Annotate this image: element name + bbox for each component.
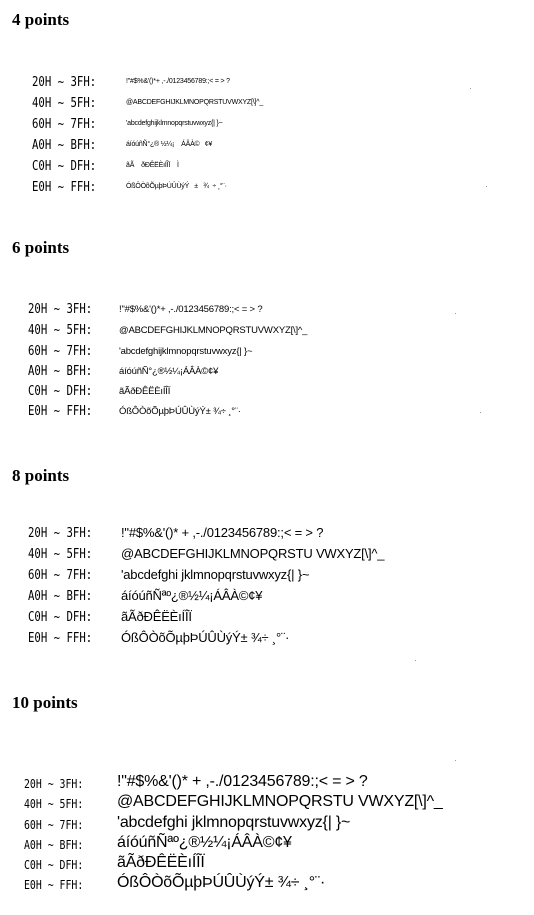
char-sample: !"#$%&'()*+ ,-./0123456789:;< = > ? <box>126 78 230 85</box>
hex-range: A0H ~ BFH: <box>32 138 97 153</box>
hex-range: 60H ~ 7FH: <box>24 818 84 832</box>
char-sample: ãÃðÐÊËÈıÍÎÏ <box>119 386 171 397</box>
char-sample: ãÃ ðÐÊËÈıÍÎÏ Ì <box>126 162 179 169</box>
scan-speck <box>455 760 456 761</box>
hex-range: 40H ~ 5FH: <box>28 547 93 562</box>
scan-speck <box>480 412 481 413</box>
char-sample: ÓßÔÒõÕµþÞÚÛÙýÝ± ¾÷ ¸°¨· <box>119 406 241 417</box>
hex-range: C0H ~ DFH: <box>24 858 84 872</box>
scan-speck <box>455 313 456 314</box>
hex-range: 40H ~ 5FH: <box>24 797 84 811</box>
scan-speck <box>486 186 487 187</box>
hex-range: 20H ~ 3FH: <box>28 302 93 317</box>
char-sample: ÓßÔÒõÕµþÞÚÛÙýÝ ± ¾ ÷ ¸°¨· <box>126 183 227 190</box>
char-sample: ÓßÔÒõÕµþÞÚÛÙýÝ± ¾÷ ¸°¨· <box>121 630 290 645</box>
section-title-6-points: 6 points <box>12 238 70 257</box>
hex-range: A0H ~ BFH: <box>28 364 93 379</box>
hex-range: A0H ~ BFH: <box>24 838 84 852</box>
char-sample: ãÃðÐÊËÈıÍÎÏ <box>121 609 192 624</box>
hex-range: E0H ~ FFH: <box>32 180 97 195</box>
char-sample: !"#$%&'()*+ ,-./0123456789:;< = > ? <box>119 304 263 315</box>
scan-speck <box>415 660 416 661</box>
hex-range: 20H ~ 3FH: <box>24 777 84 791</box>
char-sample: áíóúñÑ°¿® ½¼¡ ÁÂÀ© ¢¥ <box>126 141 213 148</box>
char-sample: 'abcdefghi jklmnopqrstuvwxyz{| }~ <box>117 814 351 831</box>
char-sample: 'abcdefghi jklmnopqrstuvwxyz{| }~ <box>121 567 310 582</box>
section-title-4-points: 4 points <box>12 10 70 29</box>
hex-range: A0H ~ BFH: <box>28 589 93 604</box>
hex-range: C0H ~ DFH: <box>32 159 97 174</box>
hex-range: 40H ~ 5FH: <box>28 323 93 338</box>
hex-range: E0H ~ FFH: <box>28 404 93 419</box>
char-sample: ãÃðÐÊËÈıÍÎÏ <box>117 854 205 871</box>
char-sample: !"#$%&'()* + ,-./0123456789:;< = > ? <box>117 773 368 790</box>
char-sample: 'abcdefghijklmnopqrstuvwxyz{| }~ <box>126 120 223 127</box>
char-sample: @ABCDEFGHIJKLMNOPQRSTUVWXYZ[\]^_ <box>119 325 308 336</box>
section-title-10-points: 10 points <box>12 693 78 712</box>
hex-range: 20H ~ 3FH: <box>32 75 97 90</box>
char-sample: áíóúñÑªº¿®½¼¡ÁÂÀ©¢¥ <box>121 588 263 603</box>
hex-range: E0H ~ FFH: <box>24 878 84 892</box>
char-sample: @ABCDEFGHIJKLMNOPQRSTUVWXYZ[\]^_ <box>126 99 264 106</box>
section-title-8-points: 8 points <box>12 466 70 485</box>
hex-range: 40H ~ 5FH: <box>32 96 97 111</box>
char-sample: @ABCDEFGHIJKLMNOPQRSTU VWXYZ[\]^_ <box>121 546 385 561</box>
hex-range: 60H ~ 7FH: <box>32 117 97 132</box>
char-sample: ÓßÔÒõÕµþÞÚÛÙýÝ± ¾÷ ¸°¨· <box>117 874 326 891</box>
scan-speck <box>470 88 471 89</box>
hex-range: 60H ~ 7FH: <box>28 568 93 583</box>
char-sample: @ABCDEFGHIJKLMNOPQRSTU VWXYZ[\]^_ <box>117 793 443 810</box>
hex-range: C0H ~ DFH: <box>28 384 93 399</box>
hex-range: E0H ~ FFH: <box>28 631 93 646</box>
hex-range: 60H ~ 7FH: <box>28 344 93 359</box>
char-sample: 'abcdefghijklmnopqrstuvwxyz{| }~ <box>119 346 253 357</box>
hex-range: 20H ~ 3FH: <box>28 526 93 541</box>
hex-range: C0H ~ DFH: <box>28 610 93 625</box>
char-sample: áíóúñÑ°¿®½¼¡ÁÂÀ©¢¥ <box>119 366 219 377</box>
char-sample: áíóúñÑªº¿®½¼¡ÁÂÀ©¢¥ <box>117 834 292 851</box>
char-sample: !"#$%&'()* + ,-./0123456789:;< = > ? <box>121 525 324 540</box>
